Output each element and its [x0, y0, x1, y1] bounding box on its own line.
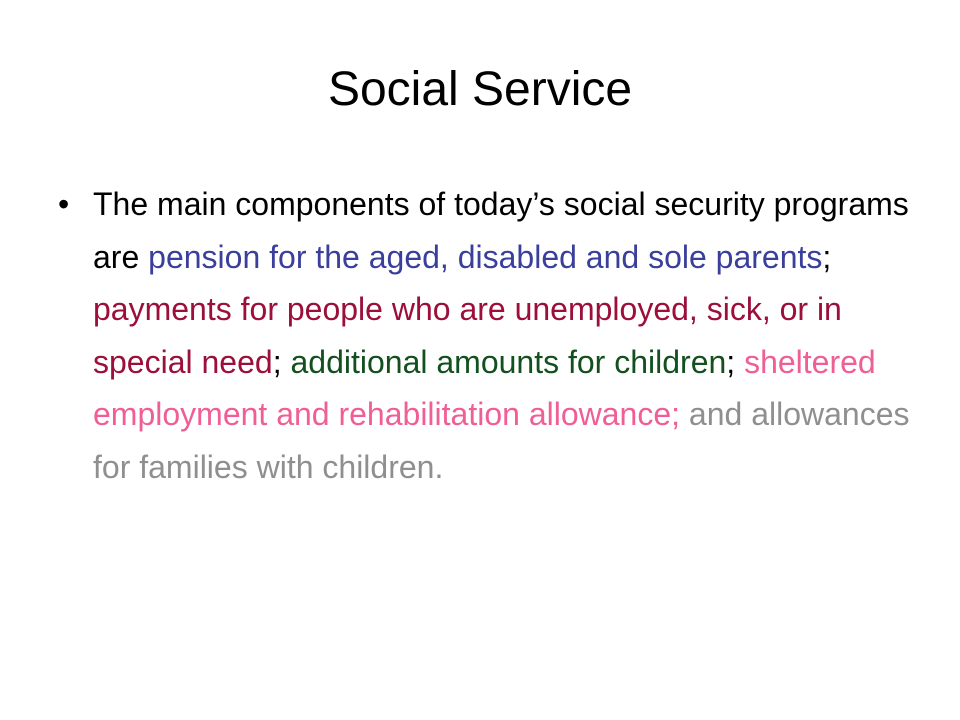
bullet-marker: •	[58, 186, 70, 222]
segment-intro: The main components of today’s social security programs are	[93, 186, 909, 275]
segment-sheltered-employment: sheltered employment and rehabilitation allowance;	[93, 343, 876, 433]
bullet-text	[93, 186, 910, 485]
segment-separator: ;	[822, 238, 832, 275]
segment-payments: payments for people who are unemployed, sick, or in special need	[93, 291, 842, 380]
segment-children-amounts: additional amounts for children	[290, 343, 727, 380]
segment-separator: ;	[272, 343, 291, 380]
segment-family-allowances: and allowances for families with children.	[93, 396, 910, 485]
bullet-item	[58, 178, 928, 494]
segment-separator: ;	[726, 343, 745, 380]
slide-title: Social Service	[327, 63, 633, 116]
segment-pensions: pension for the aged, disabled and sole parents	[148, 238, 823, 275]
bullet-list	[58, 178, 928, 494]
